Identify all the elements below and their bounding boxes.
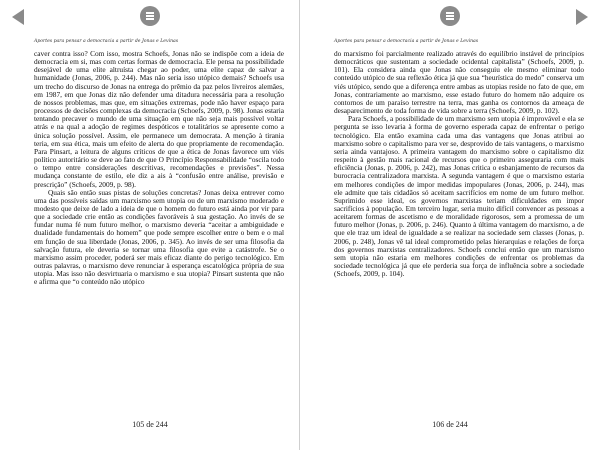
paragraph: Quais são então suas pistas de soluções concretas? Jonas deixa entrever como uma das possíveis saídas um marxismo sem utopia ou de um marxismo moderado e modesto que deixe de lado a ideia de que o homem do futuro está ainda por vir para que a sociedade crie então as condições favoráveis à sua gestação. Ao invés de se fundar numa fé num futuro melhor, o marxismo deveria “aceitar a ambiguidade e dualidade fundamentais do homem” que pode sempre escolher entre o bem e o mal em função de sua liberdade (Jonas, 2006, p. 345). Ao invés de ser uma filosofia da salvação futura, ele deveria se tornar uma filosofia que evite a catástrofe. Se o marxismo assim proceder, poderá ser mais eficaz diante do perigo tecnológico. Em outras palavras, o marxismo deve renunciar à esperança escatológica própria de sua utopia. Mas isso não desvirtuaria o marxismo e sua utopia? Pinsart sustenta que não e afirma que “o conteúdo não utópico [34, 187, 284, 287]
paragraph: Para Schoefs, a possibilidade de um marxismo sem utopia é improvável e ela se pergunta se isso levaria à forma de governo esperada capaz de enfrentar o perigo tecnológico. Ela então examina cada uma das vantagens que Jonas atribui ao marxismo sobre o capitalismo para ver se, desprovido de tais vantagens, o marxismo seria ainda vantajoso. A primeira vantagem do marxismo sobre o capitalismo diz respeito à gestão mais racional de recursos que o primeiro asseguraria com mais eficiência (Jonas, p. 2006, p. 242), mas Jonas critica o esbanjamento de recursos da burocracia centralizadora marxista. A segunda vantagem é que o marxismo estaria em melhores condições de impor medidas impopulares (Jonas, 2006, p. 244), mas ele admite que tais cidadãos só aceitam sacrifícios em nome de um futuro melhor. Suprimido esse ideal, os governos marxistas teriam dificuldades em impor sacrifícios à população. Em terceiro lugar, seria muito difícil convencer as pessoas a aceitarem formas de ascetismo e de moralidade rigorosos, sem a promessa de um futuro melhor (Jonas, p. 2006, p. 246). Quanto à última vantagem do marxismo, a de que ele traz um ideal de igualdade a se realizar na sociedade sem classes (Jonas, p. 2006, p. 248), Jonas vê tal ideal comprometido pelas hierarquias e relações de força dos governos marxistas centralizadores. Schoefs conclui então que um marxismo sem utopia não estaria em melhores condições de enfrentar os problemas da sociedade tecnológica já que ele perderia sua força de influência sobre a sociedade (Schoefs, 2009, p. 104). [334, 114, 584, 279]
page-toolbar [300, 0, 600, 34]
page-number: 106 de 244 [432, 420, 468, 429]
page-number: 105 de 244 [132, 420, 168, 429]
page-body [34, 50, 284, 287]
previous-page-arrow-icon[interactable] [12, 9, 24, 25]
next-page-arrow-icon[interactable] [576, 9, 588, 25]
table-of-contents-icon[interactable] [140, 6, 160, 26]
table-of-contents-icon[interactable] [440, 6, 460, 26]
page-right [300, 0, 600, 450]
running-head: Aportes para pensar a democracia a partir de Jonas e Levinas [34, 39, 179, 44]
paragraph: caver contra isso? Com isso, mostra Schoefs, Jonas não se indispõe com a ideia de democracia em si, mas com certas formas de democracia. Ele pensa na possibilidade desejável de uma elite altruísta chegar ao poder, uma elite capaz de salvar a humanidade (Jonas, 2006, p. 244). Mas não seria isso utópico demais? Schoefs usa um trecho do discurso de Jonas na entrega do prêmio da paz pelos livreiros alemães, em 1987, em que Jonas diz não defender uma ditadura necessária para a resolução de nossos problemas, mas que, em situações extremas, pode não haver espaço para processos de decisões complexas da democracia (Schoefs, 2009, p. 98). Jonas estaria tentando precaver o mundo de uma situação em que não seja mais possível voltar atrás e na qual a adoção de regimes despóticos e totalitários se apresente como a única solução possível. Assim, ele permanece um democrata. A menção à tirania teria, em sua ética, mais um efeito de alerta do que propriamente de recomendação. Para Pinsart, a leitura de alguns críticos de que a ética de Jonas favorece um viés político autoritário se deve ao fato de que O Princípio Responsabilidade “oscila todo o tempo entre considerações descritivas, recomendações e previsões”. Nessa mudança constante de estilo, ele diz a ais à “confusão entre análise, previsão e prescrição” (Schoefs, 2009, p. 98). [34, 49, 284, 189]
page-body [334, 50, 584, 278]
paragraph: do marxismo foi parcialmente realizado através do equilíbrio instável de princípios democráticos que sustentam a sociedade ocidental capitalista” (Schoefs, 2009, p. 101). Ela considera ainda que Jonas não conseguiu ele mesmo eliminar todo conteúdo utópico de sua reflexão ética já que sua “heurística do medo” conserva um viés utópico, sendo que a diferença entre ambas as utopias reside no fato de que, em Jonas, contrariamente ao marxismo, esse estado futuro do homem não adquire os contornos de um paraíso terrestre na terra, mas ganha os contornos da ameaça de desaparecimento de toda forma de vida sobre a terra (Schoefs, 2009, p. 102). [334, 49, 584, 116]
running-head: Aportes para pensar a democracia a partir de Jonas e Levinas [334, 39, 479, 44]
page-toolbar [0, 0, 300, 34]
